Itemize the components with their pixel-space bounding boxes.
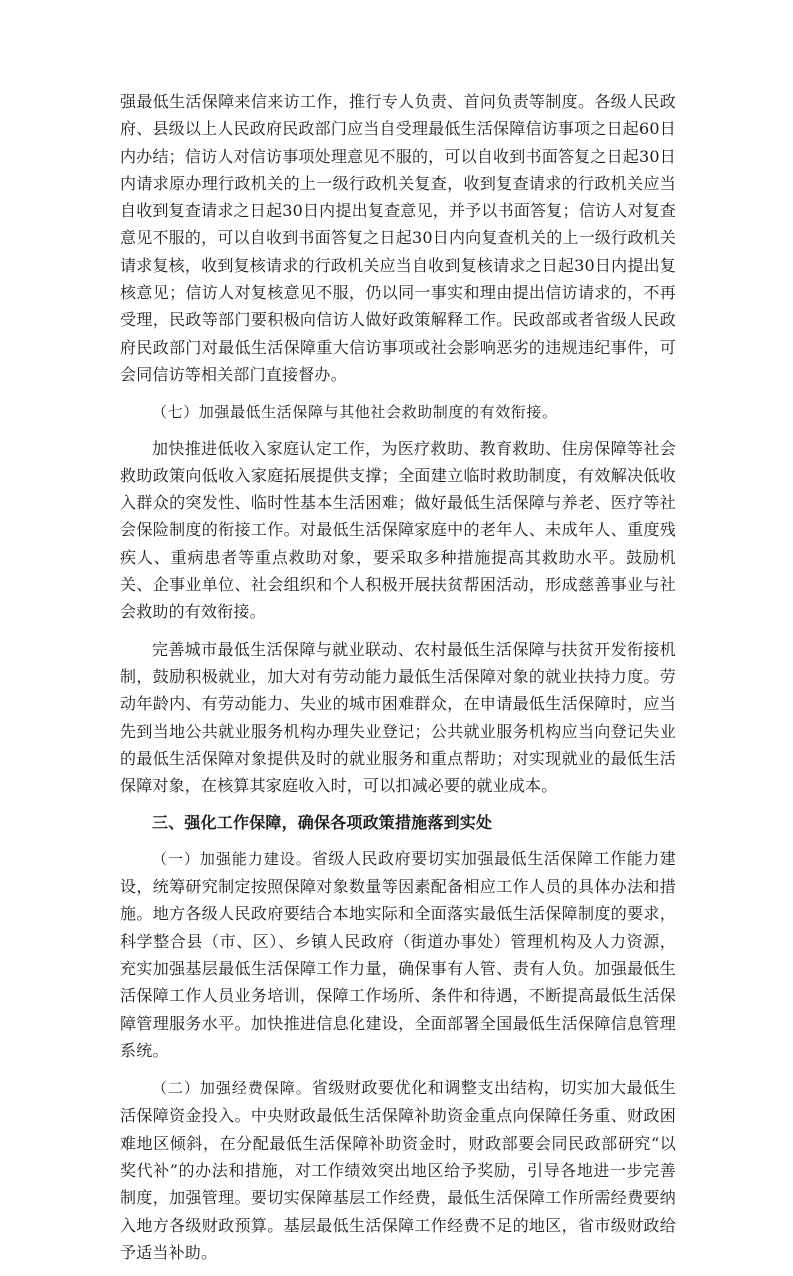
paragraph-petition: 强最低生活保障来信来访工作，推行专人负责、首问负责等制度。各级人民政府、县级以上人民政府民政部门应当自受理最低生活保障信访事项之日起60日内办结；信访人对信访事项处理意见不服的，可以自收到书面答复之日起30日内请求原办理行政机关的上一级行政机关复查，收到复查请求的行政机关应当自收到复查请求之日起30日内提出复查意见，并予以书面答复；信访人对复查意见不服的，可以自收到书面答复之日起30日内向复查机关的上一级行政机关请求复核，收到复核请求的行政机关应当自收到复核请求之日起30日内提出复核意见；信访人对复核意见不服，仍以同一事实和理由提出信访请求的，不再受理，民政等部门要积极向信访人做好政策解释工作。民政部或者省级人民政府民政部门对最低生活保障重大信访事项或社会影响恶劣的违规违纪事件，可会同信访等相关部门直接督办。 <box>120 92 676 384</box>
subsection-title-7: （七）加强最低生活保障与其他社会救助制度的有效衔接。 <box>152 403 558 422</box>
paragraph-low-income: 加快推进低收入家庭认定工作，为医疗救助、教育救助、住房保障等社会救助政策向低收入家庭拓展提供支撑；全面建立临时救助制度，有效解决低收入群众的突发性、临时性基本生活困难；做好最低生活保障与养老、医疗等社会保险制度的衔接工作。对最低生活保障家庭中的老年人、未成年人、重度残疾人、重病患者等重点救助对象，要采取多种措施提高其救助水平。鼓励机关、企事业单位、社会组织和个人积极开展扶贫帮困活动，形成慈善事业与社会救助的有效衔接。 <box>120 438 676 622</box>
paragraph-capacity <box>120 845 676 1064</box>
subsection-title-1: （一）加强能力建设。 <box>152 849 312 868</box>
subsection-title-2: （二）加强经费保障。 <box>152 1079 312 1098</box>
subsection-body-1: 省级人民政府要切实加强最低生活保障工作能力建设，统筹研究制定按照保障对象数量等因素配备相应工作人员的具体办法和措施。地方各级人民政府要结合本地实际和全面落实最低生活保障制度的要求，科学整合县（市、区）、乡镇人民政府（街道办事处）管理机构及人力资源，充实加强基层最低生活保障工作力量，确保事有人管、责有人负。加强最低生活保障工作人员业务培训，保障工作场所、条件和待遇，不断提高最低生活保障管理服务水平。加快推进信息化建设，全面部署全国最低生活保障信息管理系统。 <box>120 848 676 1060</box>
paragraph-employment: 完善城市最低生活保障与就业联动、农村最低生活保障与扶贫开发衔接机制，鼓励积极就业，加大对有劳动能力最低生活保障对象的就业扶持力度。劳动年龄内、有劳动能力、失业的城市困难群众，在申请最低生活保障时，应当先到当地公共就业服务机构办理失业登记；公共就业服务机构应当向登记失业的最低生活保障对象提供及时的就业服务和重点帮助；对实现就业的最低生活保障对象，在核算其家庭收入时，可以扣减必要的就业成本。 <box>120 639 676 796</box>
paragraph-funding <box>120 1074 676 1266</box>
section-heading-3: 三、强化工作保障，确保各项政策措施落到实处 <box>152 813 493 833</box>
subsection-heading-7 <box>120 398 676 426</box>
subsection-body-2: 省级财政要优化和调整支出结构，切实加大最低生活保障资金投入。中央财政最低生活保障补助资金重点向保障任务重、财政困难地区倾斜，在分配最低生活保障补助资金时，财政部要会同民政部研究“以奖代补”的办法和措施，对工作绩效突出地区给予奖励，引导各地进一步完善制度，加强管理。要切实保障基层工作经费，最低生活保障工作所需经费要纳入地方各级财政预算。基层最低生活保障工作经费不足的地区，省市级财政给予适当补助。 <box>120 1078 676 1262</box>
document-page <box>120 88 676 1276</box>
